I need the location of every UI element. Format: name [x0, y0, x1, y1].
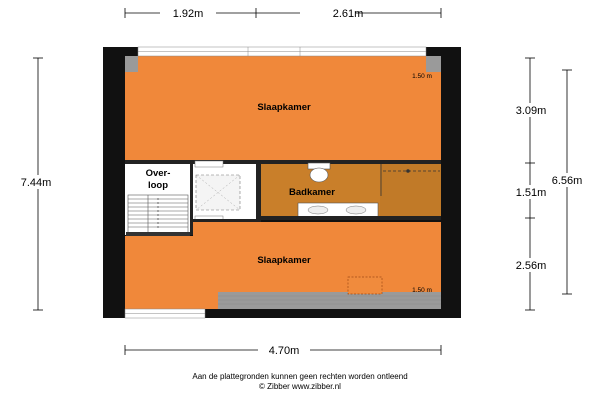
dim-right-b: 1.51m	[515, 187, 547, 199]
interior-wall	[261, 216, 441, 220]
room-label-bathroom: Badkamer	[289, 187, 335, 198]
bathroom-wall	[256, 164, 261, 219]
roof-band	[426, 56, 441, 72]
interior-wall	[193, 219, 261, 222]
room-label-landing-2: loop	[147, 180, 169, 191]
stair-rail	[126, 232, 190, 236]
landing-wall	[190, 164, 193, 235]
room-label-landing-1: Over-	[145, 168, 171, 179]
double-sink	[298, 203, 378, 217]
dim-left-total: 7.44m	[20, 177, 52, 189]
dim-bottom: 4.70m	[268, 345, 300, 357]
copyright-text: © Zibber www.zibber.nl	[259, 382, 341, 391]
roof-band	[125, 56, 138, 72]
dim-top-right: 2.61m	[332, 8, 364, 20]
shower-area	[380, 164, 441, 218]
room-label-bedroom-bottom: Slaapkamer	[257, 255, 311, 266]
interior-wall	[125, 160, 441, 164]
dim-right-a: 3.09m	[515, 105, 547, 117]
skylight	[348, 277, 382, 294]
dim-right-c: 2.56m	[515, 260, 547, 272]
door-top	[195, 161, 223, 167]
dim-right-total: 6.56m	[551, 175, 583, 187]
room-label-bedroom-top: Slaapkamer	[257, 102, 311, 113]
dim-top-left: 1.92m	[172, 8, 204, 20]
disclaimer-text: Aan de plattegronden kunnen geen rechten worden ontleend	[192, 372, 408, 381]
roof-band	[218, 292, 441, 309]
height-label-top: 1.50 m	[412, 73, 432, 80]
height-label-bottom: 1.50 m	[412, 287, 432, 294]
